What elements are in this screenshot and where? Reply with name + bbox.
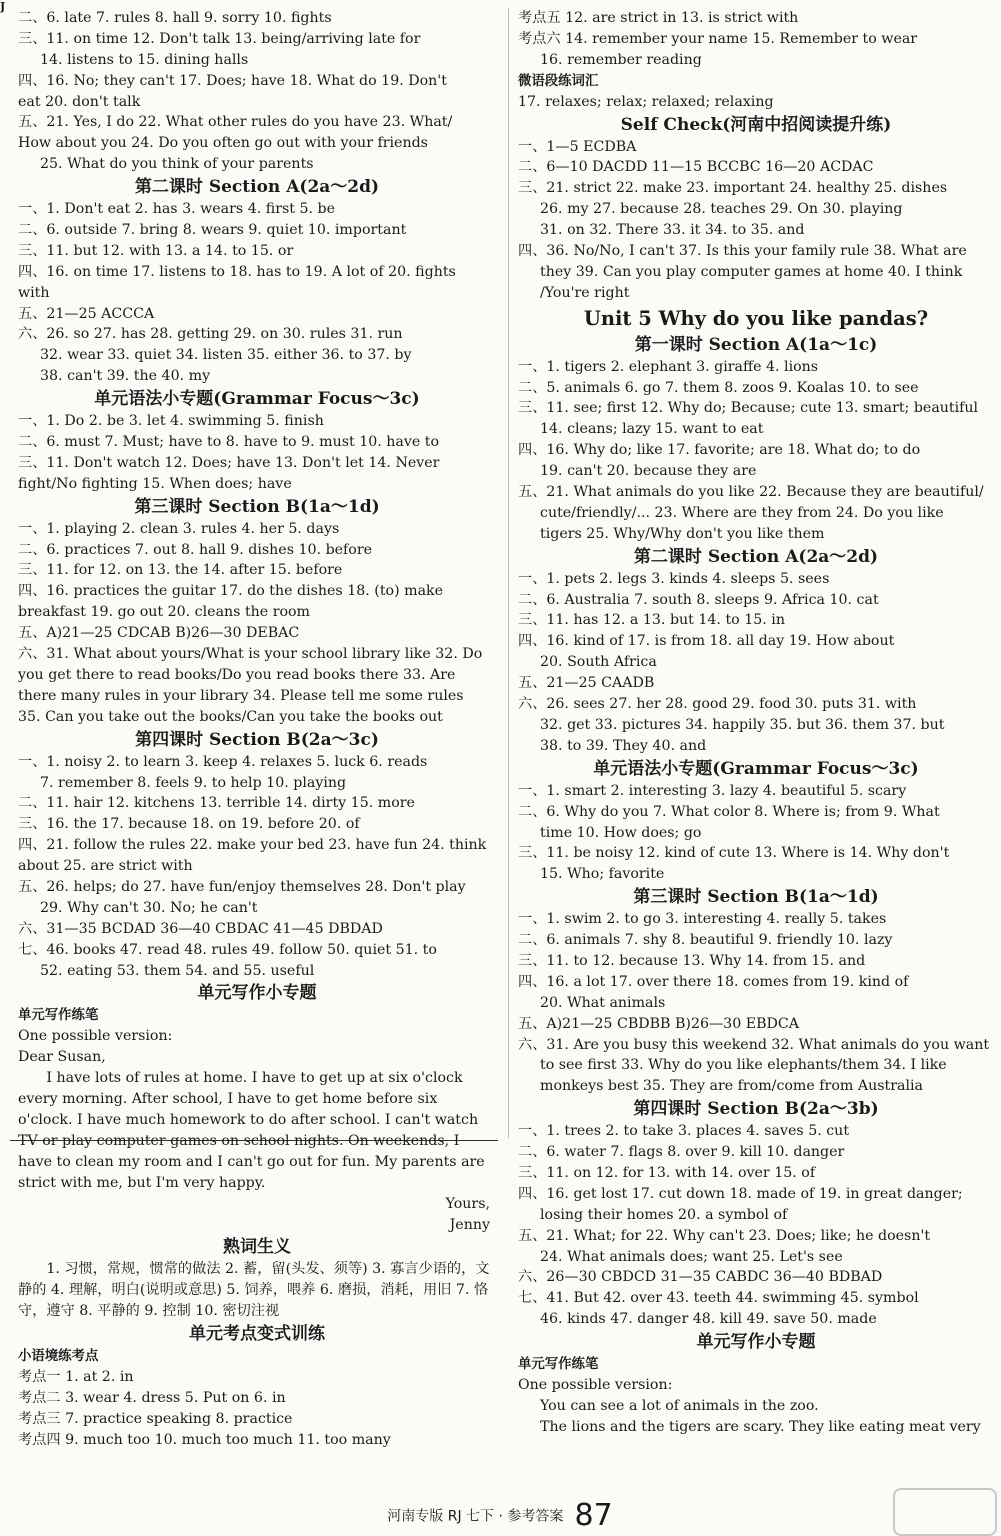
- answer-line: 三、21. strict 22. make 23. important 24. healthy 25. dishes: [518, 180, 948, 197]
- answer-line: 15. Who; favorite: [540, 866, 665, 883]
- answer-line: 一、1. tigers 2. elephant 3. giraffe 4. lions: [518, 358, 819, 375]
- answer-line: monkeys best 35. They are from/come from Australia: [540, 1078, 923, 1095]
- answer-line: eat 20. don't talk: [18, 93, 141, 110]
- answer-line: tigers 25. Why/Why don't you like them: [540, 525, 825, 542]
- answer-line: losing their homes 20. a symbol of: [540, 1206, 788, 1223]
- section-heading: 单元语法小专题(Grammar Focus～3c): [94, 389, 420, 410]
- answer-line: One possible version:: [518, 1377, 673, 1394]
- answer-line: 一、1. noisy 2. to learn 3. keep 4. relaxes 5. luck 6. reads: [18, 753, 428, 770]
- answer-line: 六、31. Are you busy this weekend 32. What animals do you want: [518, 1036, 990, 1053]
- answer-line: 五、21. Yes, I do 22. What other rules do you have 23. What/: [18, 114, 453, 131]
- answer-line: 32. get 33. pictures 34. happily 35. but 36. them 37. but: [540, 716, 945, 733]
- answer-line: 四、36. No/No, I can't 37. Is this your family rule 38. What are: [518, 243, 967, 260]
- answer-line: /You're right: [540, 284, 630, 301]
- section-heading: 第四课时 Section B(2a～3b): [633, 1099, 879, 1120]
- answer-line: One possible version:: [18, 1028, 173, 1045]
- answer-line: 五、21. What; for 22. Why can't 23. Does; like; he doesn't: [518, 1227, 931, 1244]
- answer-line: 五、26. helps; do 27. have fun/enjoy themselves 28. Don't play: [18, 878, 466, 895]
- answer-line: 三、16. the 17. because 18. on 19. before 20. of: [18, 816, 360, 833]
- answer-line: 二、6. outside 7. bring 8. wears 9. quiet 10. important: [18, 222, 407, 239]
- section-heading: 单元考点变式训练: [189, 1324, 325, 1345]
- answer-line: 三、11. but 12. with 13. a 14. to 15. or: [18, 242, 294, 259]
- answer-line: 25. What do you think of your parents: [40, 156, 314, 173]
- section-heading: 第三课时 Section B(1a～1d): [633, 887, 879, 908]
- answer-line: 考点四 9. much too 10. much too much 11. too many: [18, 1431, 391, 1448]
- section-heading: Unit 5 Why do you like pandas?: [583, 306, 929, 330]
- subsection-label: 微语段练词汇: [518, 73, 599, 89]
- answer-line: 六、26. so 27. has 28. getting 29. on 30. rules 31. run: [18, 326, 403, 343]
- answer-line: 四、16. on time 17. listens to 18. has to 19. A lot of 20. fights: [18, 263, 456, 280]
- answer-line: 38. can't 39. the 40. my: [40, 368, 211, 385]
- answer-line: 38. to 39. They 40. and: [540, 737, 707, 754]
- answer-line: 三、11. on 12. for 13. with 14. over 15. of: [518, 1164, 816, 1181]
- answer-line: 三、11. Don't watch 12. Does; have 13. Don't let 14. Never: [18, 454, 440, 471]
- answer-line: 32. wear 33. quiet 34. listen 35. either 36. to 37. by: [40, 347, 412, 364]
- answer-line: 一、1—5 ECDBA: [518, 138, 637, 155]
- answer-line: they 39. Can you play computer games at home 40. I think: [540, 263, 963, 280]
- section-heading: 第一课时 Section A(1a～1c): [634, 334, 878, 355]
- answer-line: 二、6. Australia 7. south 8. sleeps 9. Africa 10. cat: [518, 591, 879, 608]
- section-heading: Self Check(河南中招阅读提升练): [620, 114, 892, 135]
- answer-line: 35. Can you take out the books/Can you take the books out: [18, 708, 443, 725]
- section-heading: 单元写作小专题: [696, 1332, 816, 1353]
- answer-line: 七、41. But 42. over 43. teeth 44. swimming 45. symbol: [518, 1290, 919, 1307]
- answer-line: Jenny: [449, 1216, 490, 1233]
- answer-line: 一、1. Don't eat 2. has 3. wears 4. first 5. be: [18, 201, 336, 218]
- answer-line: 四、16. practices the guitar 17. do the dishes 18. (to) make: [18, 583, 444, 600]
- section-heading: 第二课时 Section A(2a～2d): [134, 177, 380, 198]
- corner-mark: J: [0, 0, 6, 13]
- answer-line: 一、1. Do 2. be 3. let 4. swimming 5. finish: [18, 413, 324, 430]
- answer-line: 考点六 14. remember your name 15. Remember to wear: [518, 30, 918, 47]
- answer-line: 26. my 27. because 28. teaches 29. On 30. playing: [540, 201, 903, 218]
- answer-line: How about you 24. Do you often go out with your friends: [18, 135, 428, 152]
- answer-line: 52. eating 53. them 54. and 55. useful: [40, 962, 315, 979]
- answer-line: 二、6. Why do you 7. What color 8. Where is; from 9. What: [518, 803, 940, 820]
- answer-line: 一、1. playing 2. clean 3. rules 4. her 5. days: [18, 520, 340, 537]
- answer-line: 考点一 1. at 2. in: [18, 1369, 134, 1386]
- answer-line: 五、A)21—25 CBDBB B)26—30 EBDCA: [518, 1015, 799, 1032]
- answer-line: 一、1. smart 2. interesting 3. lazy 4. beautiful 5. scary: [518, 782, 907, 799]
- answer-line: Yours,: [445, 1195, 490, 1212]
- subsection-label: 小语境练考点: [18, 1349, 99, 1365]
- answer-line: 16. remember reading: [540, 51, 702, 68]
- answer-line: 四、16. a lot 17. over there 18. comes from 19. kind of: [518, 973, 909, 990]
- answer-line: 三、11. to 12. because 13. Why 14. from 15. and: [518, 952, 866, 969]
- answer-line: to see first 33. Why do you like elephants/them 34. I like: [540, 1057, 947, 1074]
- section-heading: 单元语法小专题(Grammar Focus～3c): [593, 758, 919, 779]
- answer-line: 一、1. pets 2. legs 3. kinds 4. sleeps 5. sees: [518, 570, 830, 587]
- answer-line: 7. remember 8. feels 9. to help 10. playing: [40, 774, 347, 791]
- answer-line: Dear Susan,: [18, 1049, 106, 1066]
- answer-line: 二、6. late 7. rules 8. hall 9. sorry 10. fights: [18, 10, 332, 26]
- answer-line: 31. on 32. There 33. it 34. to 35. and: [540, 222, 805, 239]
- answer-line: 六、31—35 BCDAD 36—40 CBDAC 41—45 DBDAD: [18, 920, 383, 937]
- answer-line: 20. What animals: [540, 994, 666, 1011]
- answer-line: 二、6—10 DACDD 11—15 BCCBC 16—20 ACDAC: [518, 159, 874, 176]
- answer-line: with: [18, 284, 50, 301]
- column-separator: [508, 8, 509, 1138]
- section-heading: 第二课时 Section A(2a～2d): [633, 546, 879, 567]
- answer-line: 三、11. see; first 12. Why do; Because; cute 13. smart; beautiful: [518, 400, 979, 417]
- answer-line: 三、11. has 12. a 13. but 14. to 15. in: [518, 612, 785, 629]
- answer-line: breakfast 19. go out 20. cleans the room: [18, 604, 311, 621]
- answer-line: 二、11. hair 12. kitchens 13. terrible 14. dirty 15. more: [18, 795, 415, 812]
- answer-line: 四、16. get lost 17. cut down 18. made of 19. in great danger;: [518, 1185, 963, 1202]
- subsection-label: 单元写作练笔: [518, 1357, 599, 1373]
- page-number: 87: [574, 1498, 613, 1533]
- answer-line: 六、26. sees 27. her 28. good 29. food 30. puts 31. with: [518, 696, 917, 713]
- section-heading: 第四课时 Section B(2a～3c): [135, 729, 379, 750]
- answer-line: about 25. are strict with: [18, 858, 193, 875]
- answer-line: 四、16. kind of 17. is from 18. all day 19. How about: [518, 633, 895, 650]
- section-heading: 熟词生义: [223, 1237, 291, 1258]
- answer-line: 二、6. practices 7. out 8. hall 9. dishes 10. before: [18, 541, 373, 558]
- left-column: [18, 8, 496, 1451]
- answer-line: 三、11. on time 12. Don't talk 13. being/arriving late for: [18, 30, 421, 47]
- answer-line: You can see a lot of animals in the zoo.: [540, 1397, 819, 1414]
- answer-line: 六、26—30 CBDCD 31—35 CABDC 36—40 BDBAD: [518, 1269, 883, 1286]
- answer-line: 三、11. be noisy 12. kind of cute 13. Where is 14. Why don't: [518, 845, 950, 862]
- answer-line: 二、6. animals 7. shy 8. beautiful 9. friendly 10. lazy: [518, 932, 893, 949]
- answer-line: there many rules in your library 34. Please tell me some rules: [18, 687, 464, 704]
- answer-line: cute/friendly/... 23. Where are they from 24. Do you like: [540, 504, 944, 521]
- subsection-label: 单元写作练笔: [18, 1008, 99, 1024]
- answer-line: fight/No fighting 15. When does; have: [18, 475, 292, 492]
- answer-line: 二、6. must 7. Must; have to 8. have to 9. must 10. have to: [18, 434, 440, 451]
- answer-line: The lions and the tigers are scary. They like eating meat very: [540, 1418, 981, 1435]
- answer-line: 20. South Africa: [540, 654, 657, 671]
- answer-line: 四、16. No; they can't 17. Does; have 18. What do 19. Don't: [18, 72, 447, 89]
- answer-line: 四、16. Why do; like 17. favorite; are 18. What do; to do: [518, 442, 921, 459]
- answer-line: 一、1. swim 2. to go 3. interesting 4. really 5. takes: [518, 911, 887, 928]
- answer-line: 六、31. What about yours/What is your school library like 32. Do: [18, 646, 483, 663]
- answer-line: 17. relaxes; relax; relaxed; relaxing: [518, 93, 774, 110]
- answer-line: 29. Why can't 30. No; he can't: [40, 899, 258, 916]
- answer-line: 考点二 3. wear 4. dress 5. Put on 6. in: [18, 1390, 286, 1407]
- paragraph: I have lots of rules at home. I have to get up at six o'clock every morning. After school, I have to get home before six o'clock. I have much homework to do after school. I can't watch TV or play computer games on school nights. On weekends, I have to clean my room and I can't go out for fun. My parents are strict with me, but I'm very happy.: [18, 1070, 485, 1191]
- answer-line: 24. What animals does; want 25. Let's see: [540, 1248, 843, 1265]
- answer-line: time 10. How does; go: [540, 824, 702, 841]
- answer-line: 三、11. for 12. on 13. the 14. after 15. before: [18, 562, 343, 579]
- answer-line: 五、21—25 ACCCA: [18, 305, 155, 322]
- section-heading: 单元写作小专题: [197, 983, 317, 1004]
- answer-line: 四、21. follow the rules 22. make your bed 23. have fun 24. think: [18, 837, 487, 854]
- answer-line: 五、A)21—25 CDCAB B)26—30 DEBAC: [18, 625, 300, 642]
- answer-line: 19. can't 20. because they are: [540, 463, 757, 480]
- footer-label: 河南专版 RJ 七下 · 参考答案: [387, 1508, 564, 1525]
- page-footer: [330, 1498, 670, 1533]
- answer-line: 14. listens to 15. dining halls: [40, 51, 249, 68]
- answer-line: 七、46. books 47. read 48. rules 49. follow 50. quiet 51. to: [18, 941, 437, 958]
- answer-line: 二、5. animals 6. go 7. them 8. zoos 9. Koalas 10. to see: [518, 379, 919, 396]
- section-heading: 第三课时 Section B(1a～1d): [134, 496, 380, 517]
- answer-line: 五、21. What animals do you like 22. Because they are beautiful/: [518, 484, 984, 501]
- answer-line: 考点五 12. are strict in 13. is strict with: [518, 10, 799, 26]
- answer-line: 二、6. water 7. flags 8. over 9. kill 10. danger: [518, 1144, 845, 1161]
- right-column: [518, 8, 994, 1438]
- answer-line: 五、21—25 CAADB: [518, 675, 655, 692]
- answer-line: you get there to read books/Do you read books there 33. Are: [18, 666, 456, 683]
- answer-line: 考点三 7. practice speaking 8. practice: [18, 1410, 293, 1427]
- paragraph: 1. 习惯，常规，惯常的做法 2. 蓄，留(头发、须等) 3. 寡言少语的，文静的 4. 理解，明白(说明或意思) 5. 饲养，喂养 6. 磨损，消耗，用旧 7. 恪守，遵守 8. 平静的 9. 控制 10. 密切注视: [18, 1261, 490, 1320]
- answer-line: 一、1. trees 2. to take 3. places 4. saves 5. cut: [518, 1123, 850, 1140]
- watermark-logo: [893, 1488, 997, 1536]
- answer-line: 14. cleans; lazy 15. want to eat: [540, 421, 764, 438]
- answer-line: 46. kinds 47. danger 48. kill 49. save 50. made: [540, 1311, 877, 1328]
